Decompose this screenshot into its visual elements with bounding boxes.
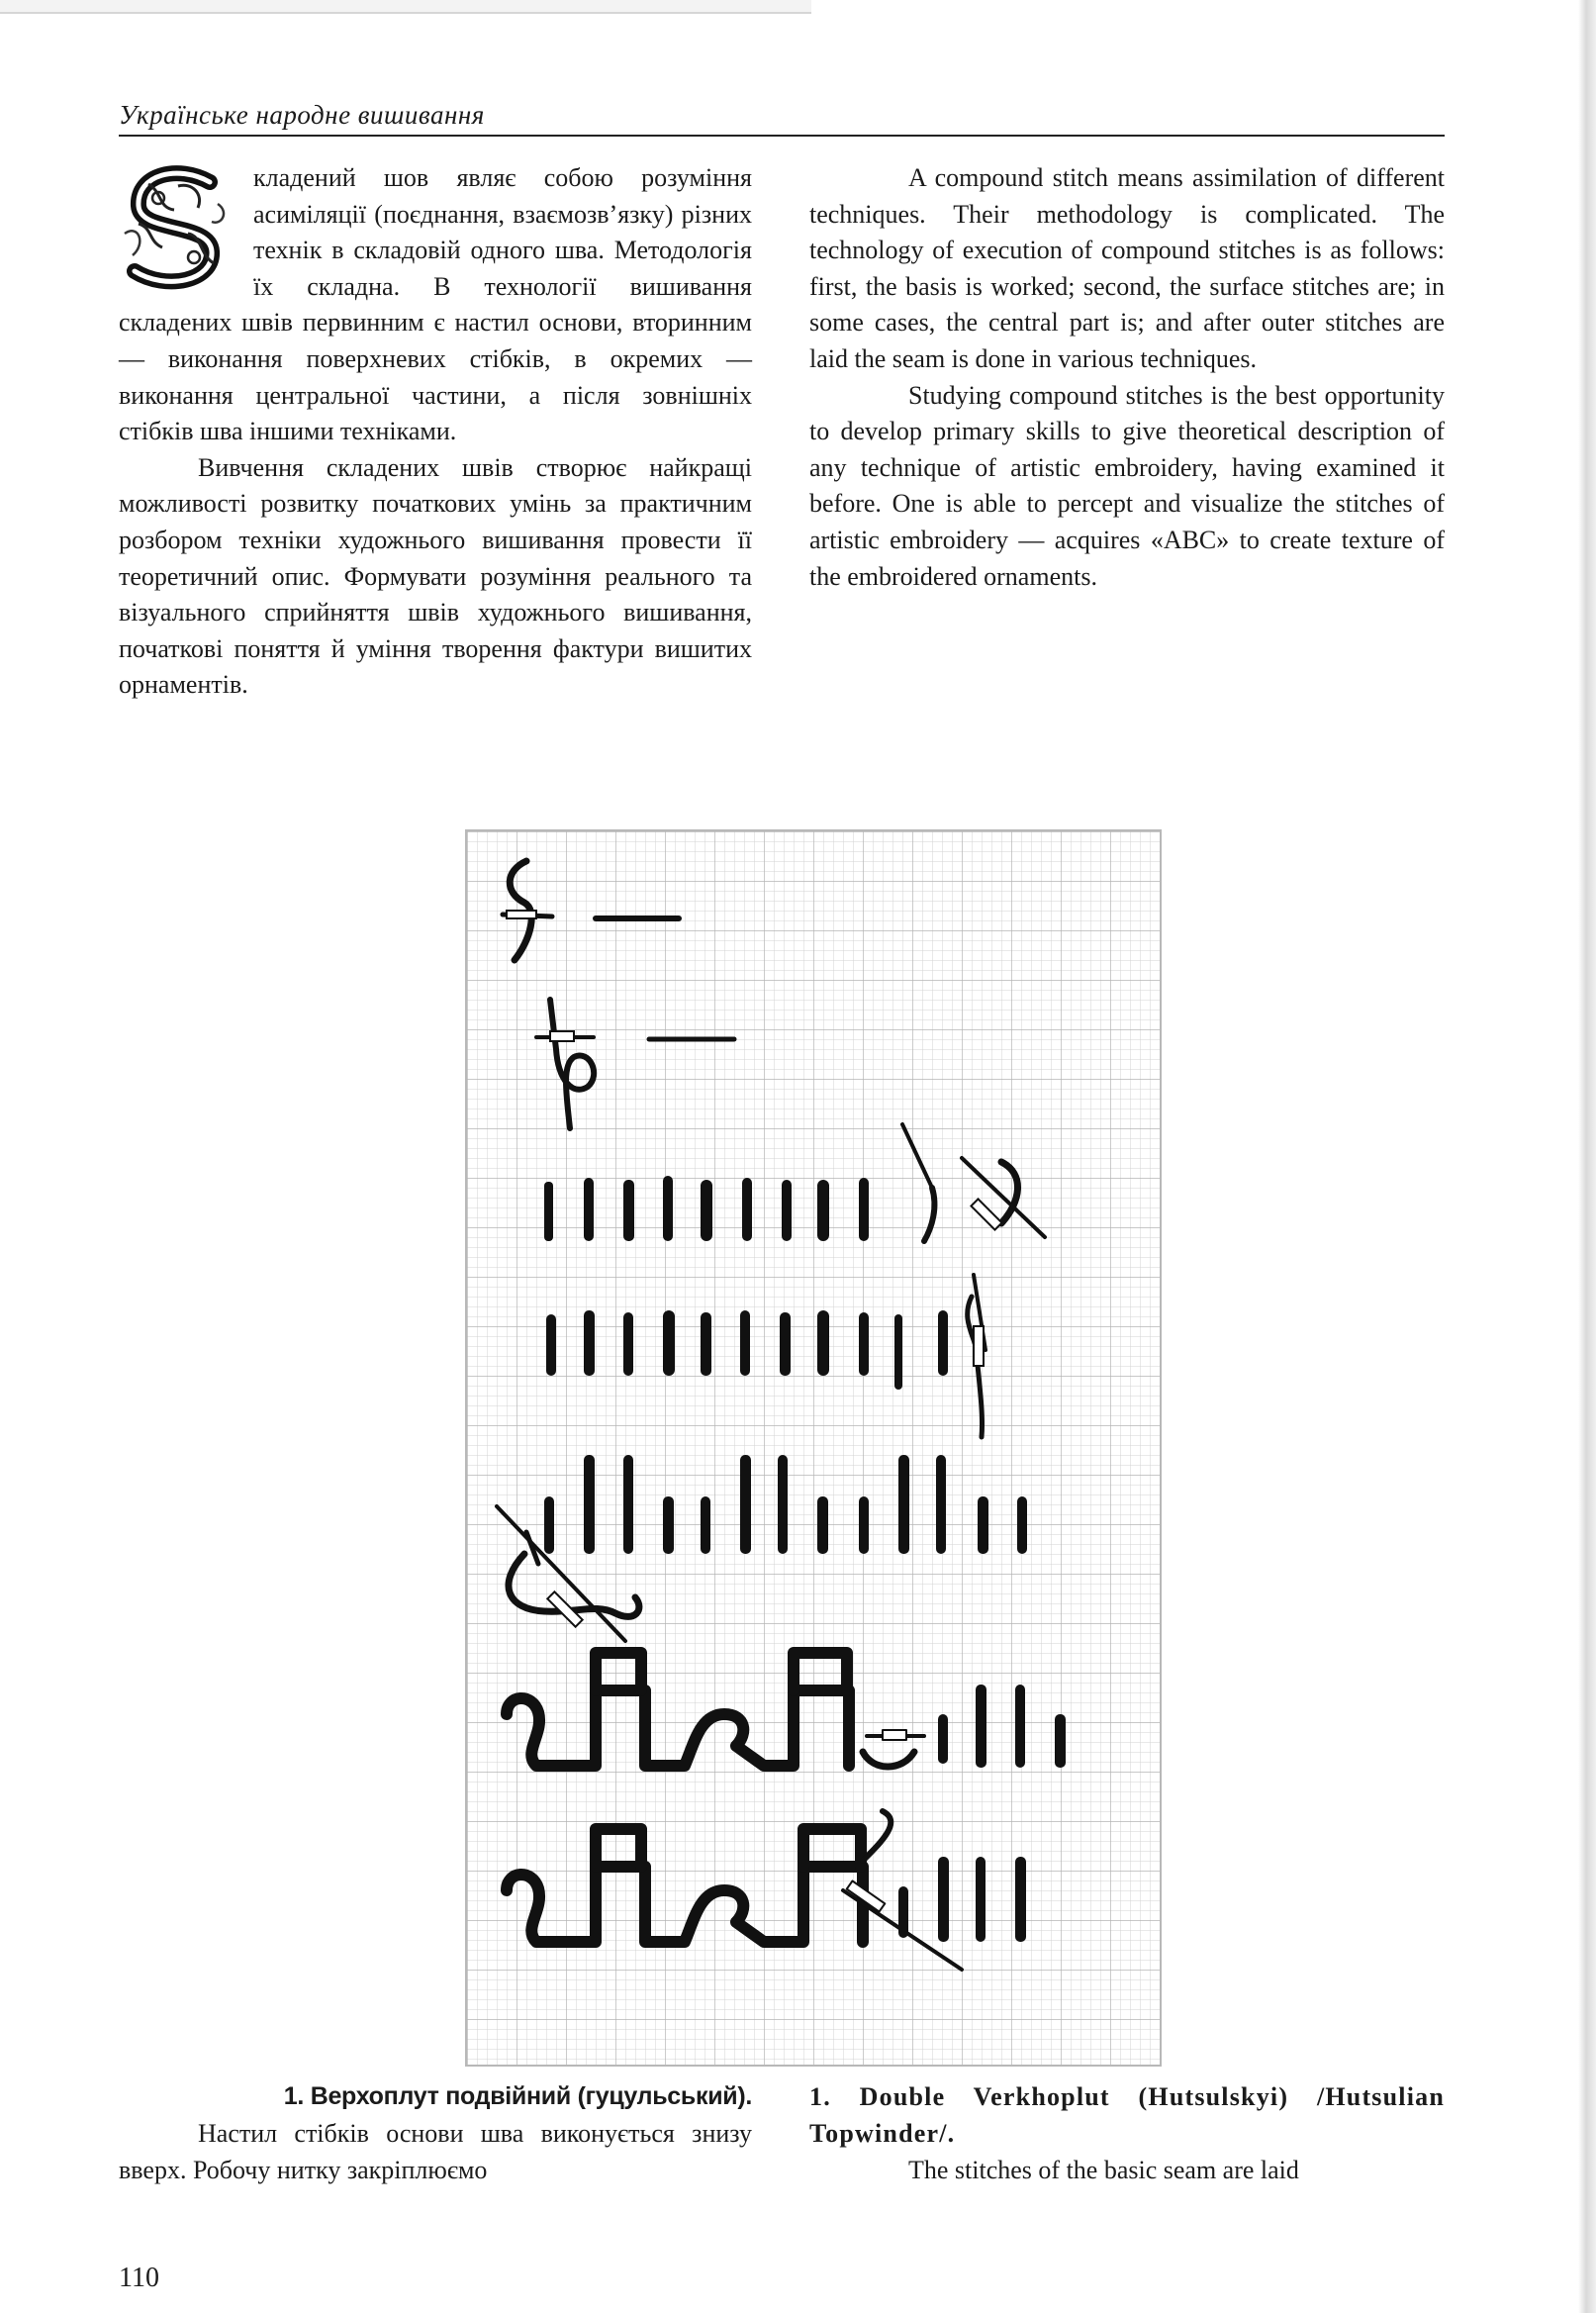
stitch-diagram-illustration xyxy=(467,831,1160,2065)
left-paragraph-2: Вивчення складених швів створює найкращі можливості розвитку початкових умінь за практичним розбором техніки художнього вишивання провести її теоретичний опис. Формувати розуміння реального та візуального сприйняття швів художнього вишивання, початкові поняття й уміння творення фактури вишитих орнаментів. xyxy=(119,452,752,700)
caption-body-ukrainian: Настил стібків основи шва виконується знизу вверх. Робочу нитку закріплюємо xyxy=(119,2119,752,2184)
right-paragraph-2: Studying compound stitches is the best opportunity to develop primary skills to give theoretical description of any technique of artistic embroidery, having examined it before. One is able to percept and visualize the stitches of artistic embroidery — acquires «ABC» to create texture of the embroidered ornaments. xyxy=(809,380,1445,591)
left-column-ukrainian xyxy=(119,160,752,704)
scan-edge-top xyxy=(0,0,811,14)
scan-edge-right xyxy=(1578,0,1596,2313)
header-title: Українське народне вишивання xyxy=(119,100,485,130)
left-paragraph-1: кладений шов являє собою розуміння асиміляції (поєднання, взаємозв’язку) різних технік в складовій одного шва. Методологія їх складна. В технології вишивання складених швів первинним є настил основи, вторинним — виконання поверхневих стібків, в окремих — виконання центральної частини, а після зовнішніх стібків шва іншими техніками. xyxy=(119,163,752,446)
caption-body-english: The stitches of the basic seam are laid xyxy=(908,2156,1299,2184)
caption-english xyxy=(809,2078,1445,2188)
caption-title-english: 1. Double Verkhoplut (Hutsulskyi) /Hutsulian Topwinder/. xyxy=(809,2082,1445,2148)
stitch-diagram-figure xyxy=(465,829,1162,2067)
stitch-row-3 xyxy=(544,1176,869,1241)
running-header xyxy=(119,95,1445,137)
right-paragraph-1: A compound stitch means assimilation of different techniques. Their methodology is complicated. The technology of execution of compound stitches is as follows: first, the basis is worked; second, the surface stitches are; in some cases, the central part is; and after outer stitches are laid the seam is done in various techniques. xyxy=(809,163,1445,373)
caption-title-ukrainian: 1. Верхоплут подвійний (гуцульський). xyxy=(283,2082,752,2110)
ornamental-drop-cap-s xyxy=(119,164,235,291)
caption-ukrainian xyxy=(119,2078,752,2188)
right-column-english xyxy=(809,160,1445,595)
page-number: 110 xyxy=(119,2263,159,2293)
